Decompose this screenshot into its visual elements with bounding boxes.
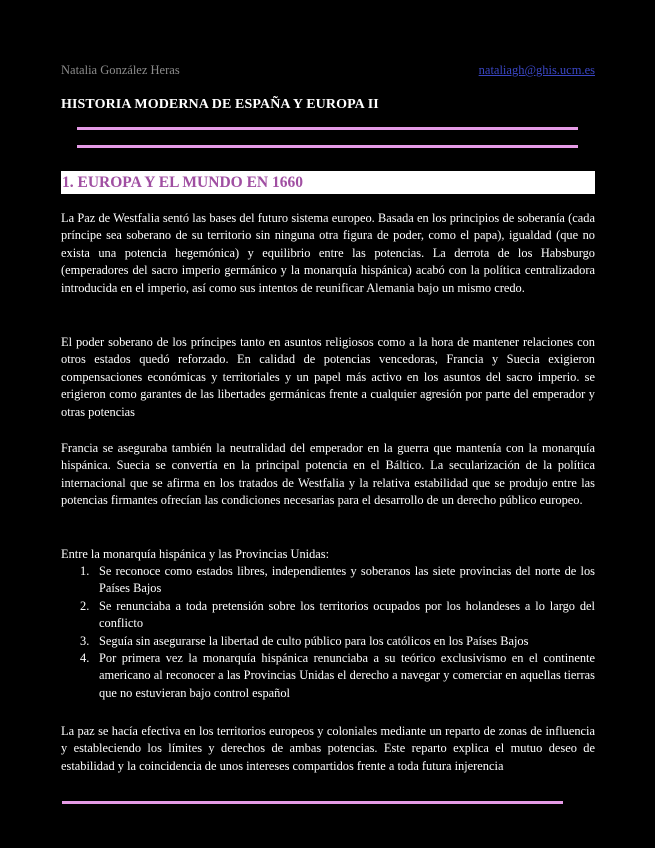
numbered-list [61, 563, 595, 702]
course-title: HISTORIA MODERNA DE ESPAÑA Y EUROPA II [61, 97, 379, 112]
section-heading: 1. EUROPA Y EL MUNDO EN 1660 [61, 171, 595, 194]
author-name: Natalia González Heras [61, 63, 180, 77]
list-item-text: Se renunciaba a toda pretensión sobre los territorios ocupados por los holandeses a lo largo del conflicto [99, 598, 595, 631]
paragraph: Francia se aseguraba también la neutralidad del emperador en la guerra que mantenía con la monarquía hispánica. Suecia se convertía en la principal potencia en el Báltico. La secularización de la política internacional que se afirma en los tratados de Westfalia y la relativa estabilidad que se produjo entre las potencias firmantes ofrecían las condiciones necesarias para el desarrollo de un derecho público europeo. [61, 441, 595, 508]
divider-rule [77, 127, 578, 130]
list-item [61, 650, 595, 702]
document-header [61, 62, 595, 78]
list-item-text: Seguía sin asegurarse la libertad de culto público para los católicos en los Países Bajos [99, 633, 529, 648]
list-item-text: Se reconoce como estados libres, independientes y soberanos las siete provincias del norte de los Países Bajos [99, 564, 595, 596]
list-item-number: 2. [80, 598, 90, 613]
paragraph: La Paz de Westfalia sentó las bases del futuro sistema europeo. Basada en los principios de soberanía (cada príncipe sea soberano de su territorio sin ninguna otra figura de poder, como el papa), igualdad (que no exista una potencia hegemónica) y equilibrio entre las potencias. La derrota de los Habsburgo (emperadores del sacro imperio germánico y la monarquía hispánica) acabó con la política centralizadora introducida en el imperio, así como sus intentos de reunificar Alemania bajo un mismo credo. [61, 211, 595, 295]
list-item-text: Por primera vez la monarquía hispánica renunciaba a su teórico exclusivismo en el continente americano al reconocer a las Provincias Unidas el derecho a navegar y comerciar en aquellas tierras que no estuvieran bajo control español [99, 651, 595, 700]
list-item-number: 3. [80, 633, 90, 648]
paragraph: La paz se hacía efectiva en los territorios europeos y coloniales mediante un reparto de zonas de influencia y estableciendo los límites y derechos de ambas potencias. Este reparto explica el mutuo deseo de estabilidad y la coincidencia de unos intereses compartidos frente a toda futura injerencia [61, 724, 595, 773]
list-item-number: 1. [80, 564, 90, 578]
author-email-link[interactable]: nataliagh@ghis.ucm.es [478, 63, 595, 77]
list-intro: Entre la monarquía hispánica y las Provincias Unidas: [61, 547, 330, 561]
paragraph: El poder soberano de los príncipes tanto en asuntos religiosos como a la hora de mantener relaciones con otros estados quedó reforzado. En calidad de potencias vencedoras, Francia y Suecia exigieron compensaciones económicas y territoriales y un papel más activo en los asuntos del sacro imperio. se erigieron como garantes de las libertades germánicas frente a cualquier agresión por parte del emperador y otras potencias [61, 335, 595, 419]
list-item [61, 563, 595, 598]
divider-rule [62, 801, 563, 804]
list-item [61, 633, 595, 650]
list-item [61, 598, 595, 633]
list-item-number: 4. [80, 651, 90, 666]
divider-rule [77, 145, 578, 148]
